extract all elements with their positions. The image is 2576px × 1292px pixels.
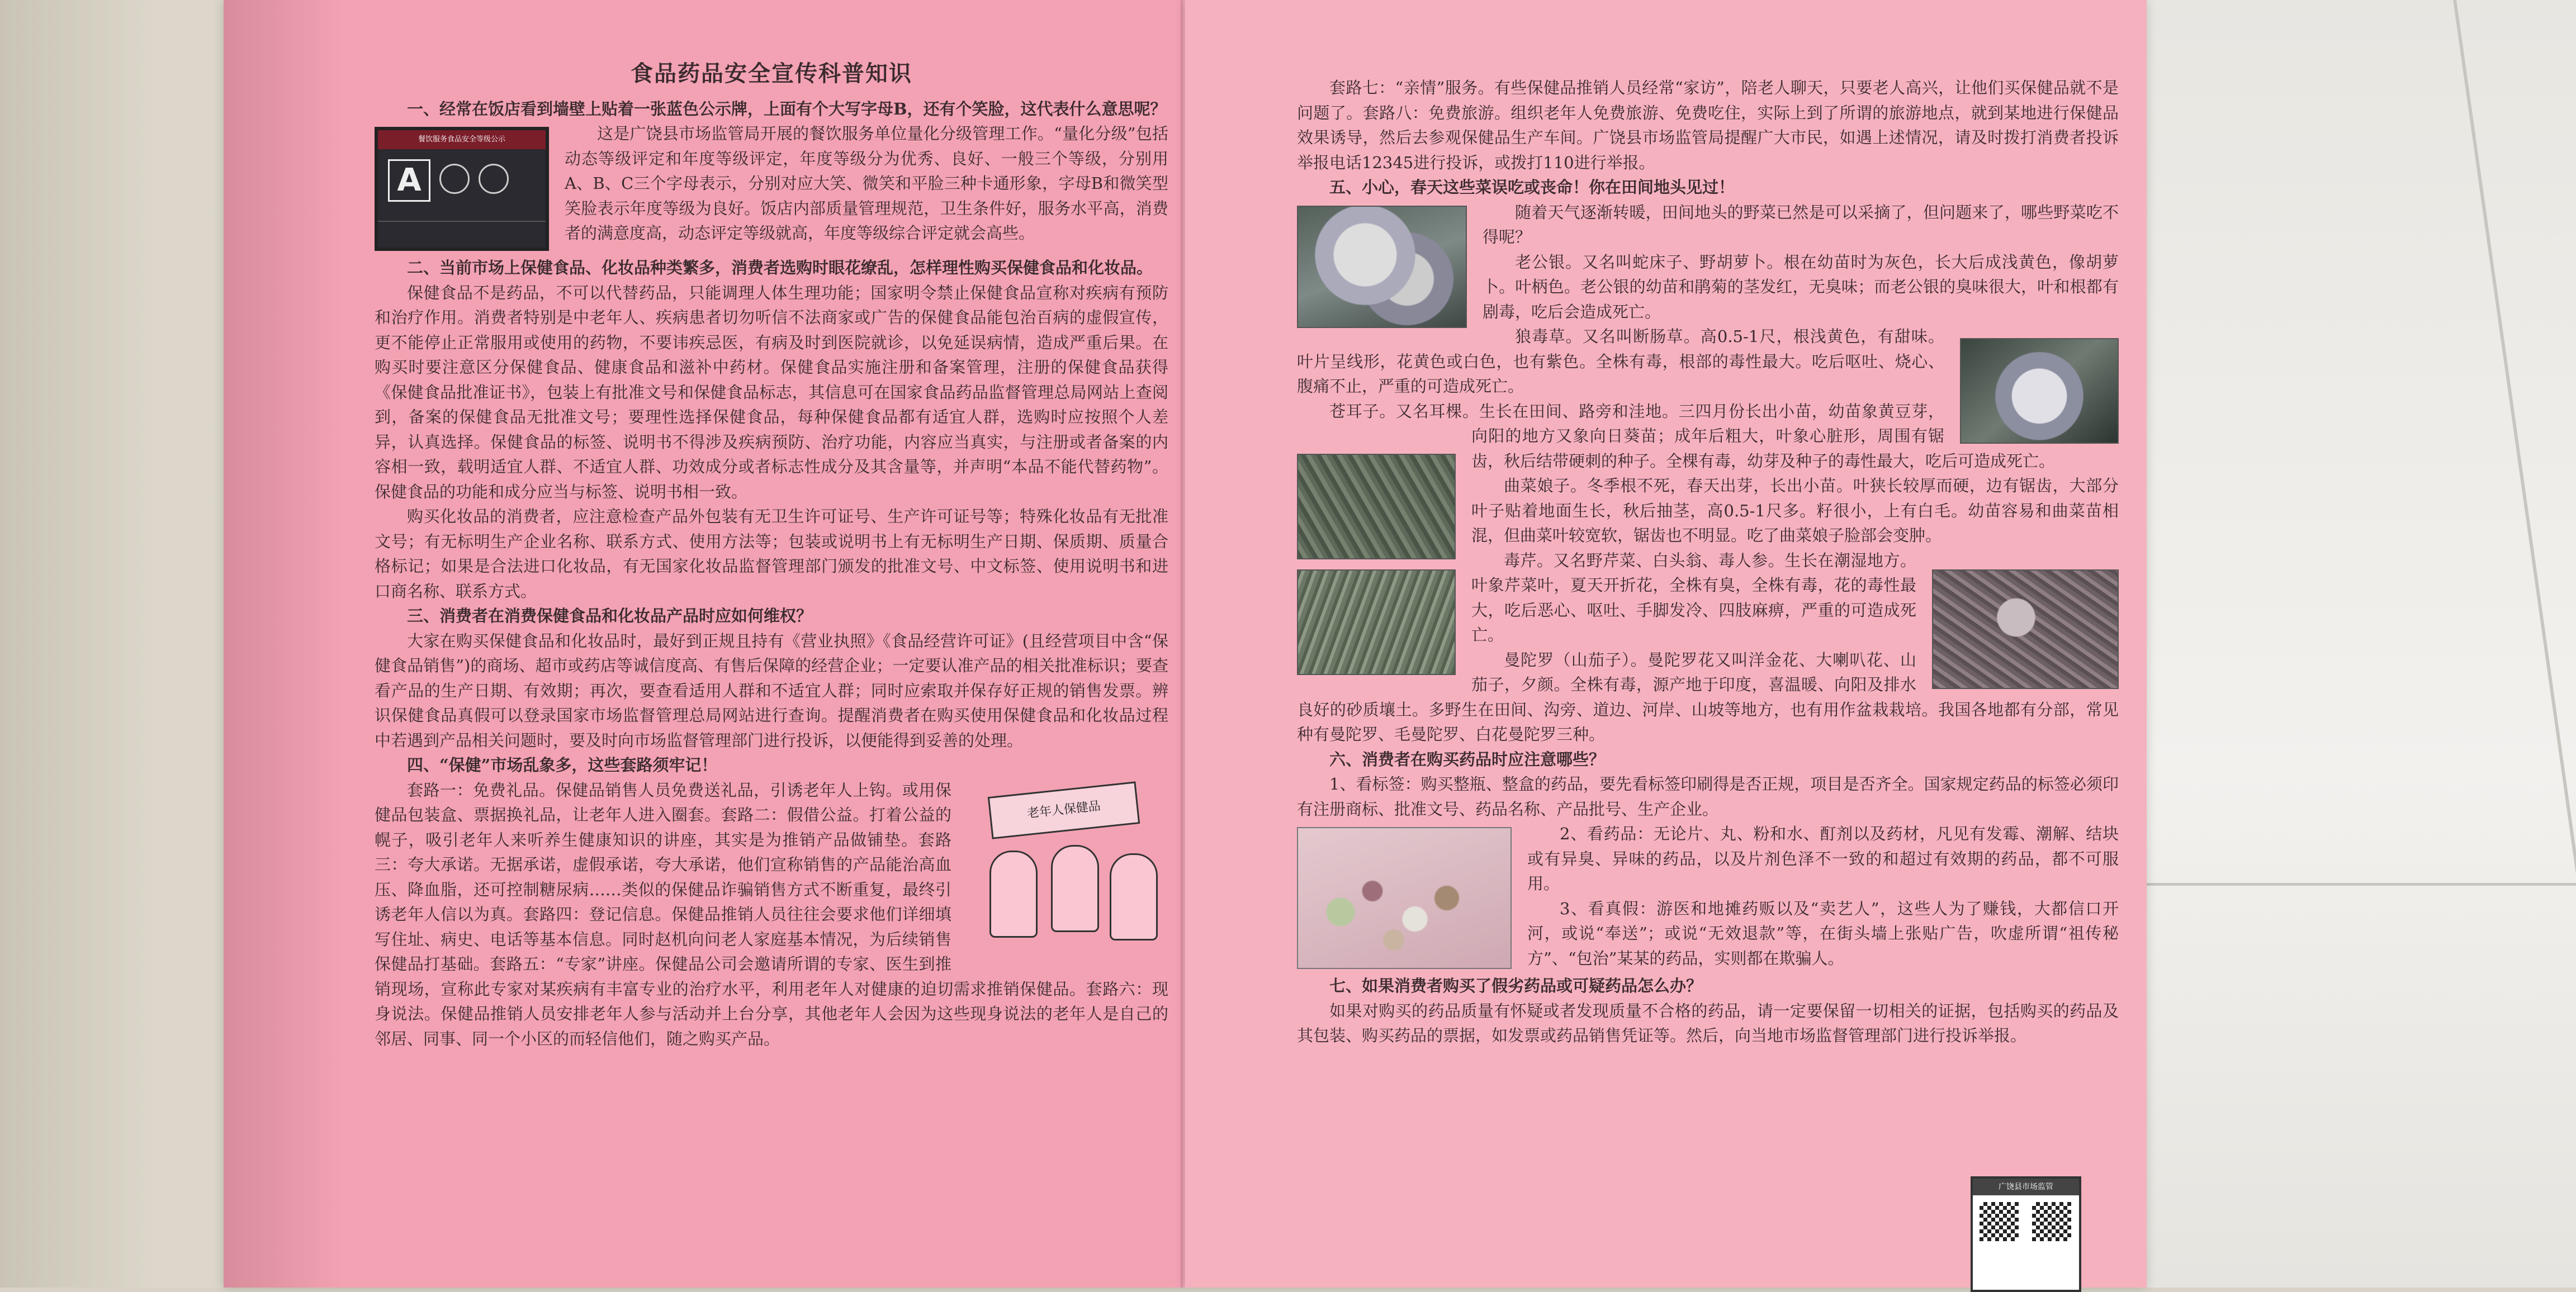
qr-panel-label: 广饶县市场监管 — [1973, 1179, 2079, 1195]
section-5-heading: 五、小心，春天这些菜误吃或丧命！你在田间地头见过！ — [1329, 178, 1735, 197]
section-3-heading: 三、消费者在消费保健食品和化妆品产品时应如何维权？ — [407, 606, 813, 625]
section-6-item-2: 2、看药品：无论片、丸、粉和水、酊剂以及药材，凡见有发霉、潮解、结块或有异臭、异味的药品，以及片剂色泽不一致的和超过有效期的药品，都不可服用。 — [1527, 824, 2119, 893]
wild-plant-photo — [1297, 569, 1456, 675]
section-2-heading: 二、当前市场上保健食品、化妆品种类繁多，消费者选购时眼花缭乱，怎样理性购买保健食品和化妆品。 — [407, 258, 1153, 277]
cartoon-figure — [1110, 853, 1158, 940]
section-4-heading: 四、“保健”市场乱象多，这些套路须牢记！ — [407, 756, 718, 775]
wild-plant-photo — [1297, 206, 1467, 328]
wild-plant-photo — [1960, 338, 2119, 444]
section-7-body: 如果对购买的药品质量有怀疑或者发现质量不合格的药品，请一定要保留一切相关的证据，包括购买的药品及其包装、购买药品的票据，如发票或药品销售凭证等。然后，向当地市场监督管理部门进行投诉举报。 — [1297, 1001, 2119, 1045]
plant-description-6: 曼陀罗（山茄子）。曼陀罗花又叫洋金花、大喇叭花、山茄子，夕颜。全株有毒，源产地于印度，喜温暖、向阳及排水良好的砂质壤土。多野生在田间、沟旁、道边、河岸、山坡等地方，也有用作盆栽栽培。我国各地都有分部，常见种有曼陀罗、毛曼陀罗、白花曼陀罗三种。 — [1297, 650, 2119, 744]
section-6-heading: 六、消费者在购买药品时应注意哪些？ — [1329, 749, 1606, 769]
plant-description-2: 狼毒草。又名叫断肠草。高0.5-1尺，根浅黄色，有甜味。叶片呈线形，花黄色或白色，也有紫色。全株有毒，根部的毒性最大。吃后呕吐、烧心、腹痛不止，严重的可造成死亡。 — [1297, 327, 1944, 396]
section-3-body: 大家在购买保健食品和化妆品时，最好到正规且持有《营业执照》《食品经营许可证》(且经营项目中含“保健食品销售”)的商场、超市或药店等诚信度高、有售后保障的经营企业；一定要认准产品的相关批准标识；要查看产品的生产日期、有效期；再次，要查看适用人群和不适宜人群；同时应索取并保存好正规的销售发票。辨识保健食品真假可以登录国家市场监督管理总局网站进行查询。提醒消费者在购买使用保健食品和化妆品过程中若遇到产品相关问题时，要及时向市场监督管理部门进行投诉，以便能得到妥善的处理。 — [375, 631, 1168, 750]
section-5-intro: 随着天气逐渐转暖，田间地头的野菜已然是可以采摘了，但问题来了，哪些野菜吃不得呢？ — [1483, 202, 2119, 246]
plant-description-5: 毒芹。又名野芹菜、白头翁、毒人参。生长在潮湿地方。叶象芹菜叶，夏天开折花，全株有臭，全株有毒，花的毒性最大，吃后恶心、呕吐、手脚发冷、四肢麻痹，严重的可造成死亡。 — [1471, 550, 1916, 644]
smiley-face-icon — [479, 164, 509, 194]
tiled-floor — [2141, 0, 2576, 1288]
left-column — [375, 61, 1168, 1051]
section-6-item-3: 3、看真假：游医和地摊药贩以及“卖艺人”，这些人为了赚钱，大都信口开河，或说“奉送”；或说“无效退款”等，在街头墙上张贴广告，吹虚所谓“祖传秘方”、“包治”某某的药品，实则都在欺骗人。 — [1527, 899, 2119, 968]
document-title: 食品药品安全宣传科普知识 — [631, 60, 912, 87]
right-page — [1185, 0, 2147, 1288]
notice-board-footer — [378, 221, 546, 242]
cartoon-figure — [1051, 845, 1099, 932]
section-7-heading: 七、如果消费者购买了假劣药品或可疑药品怎么办？ — [1329, 976, 1703, 995]
hygiene-grade-notice-board — [375, 127, 549, 251]
section-4-body: 套路一：免费礼品。保健品销售人员免费送礼品，引诱老年人上钩。或用保健品包装盒、票据换礼品，让老年人进入圈套。套路二：假借公益。打着公益的幌子，吸引老年人来听养生健康知识的讲座，其实是为推销产品做铺垫。套路三：夸大承诺。无据承诺，虚假承诺，夸大承诺，他们宣称销售的产品能治高血压、降血脂，还可控制糖尿病……类似的保健品诈骗销售方式不断重复，最终引诱老年人信以为真。套路四：登记信息。保健品推销人员往往会要求他们详细填写住址、病史、电话等基本信息。同时赵机向问老人家庭基本情况，为后续销售保健品打基础。套路五：“专家”讲座。保健品公司会邀请所谓的专家、医生到推销现场，宣称此专家对某疾病有丰富专业的治疗水平，利用老年人对健康的迫切需求推销保健品。套路六：现身说法。保健品推销人员安排老年人参与活动并上台分享，其他老年人会因为这些现身说法的老年人是自己的邻居、同事、同一个小区的而轻信他们，随之购买产品。 — [375, 780, 1168, 1048]
section-6-item-1: 1、看标签：购买整瓶、整盒的药品，要先看标签印刷得是否正规，项目是否齐全。国家规定药品的标签必须印有注册商标、批准文号、药品名称、产品批号、生产企业。 — [1297, 775, 2119, 819]
cartoon-figure — [989, 851, 1038, 938]
section-1-heading: 一、经常在饭店看到墙壁上贴着一张蓝色公示牌，上面有个大写字母B，还有个笑脸，这代表什么意思呢？ — [407, 99, 1167, 118]
wild-plant-photo — [1297, 454, 1456, 559]
right-column — [1297, 75, 2119, 1048]
smiley-face-icon — [439, 164, 470, 194]
plant-description-1: 老公银。又名叫蛇床子、野胡萝卜。根在幼苗时为灰色，长大后成浅黄色，像胡萝卜。叶柄色。老公银的幼苗和鹃菊的茎发红，无臭味；而老公银的臭味很大，叶和根都有剧毒，吃后会造成死亡。 — [1483, 252, 2119, 321]
medicine-pills-photo — [1297, 827, 1512, 969]
section-2-paragraph-2: 购买化妆品的消费者，应注意检查产品外包装有无卫生许可证号、生产许可证号等；特殊化妆品有无批准文号；有无标明生产企业名称、联系方式、使用方法等；包装或说明书上有无标明生产日期、保质期、质量合格标记；如果是合法进口化妆品，有无国家化妆品监督管理部门颁发的批准文号、中文标签、使用说明书和进口商名称、联系方式。 — [375, 507, 1168, 601]
cartoon-sign: 老年人保健品 — [988, 781, 1140, 839]
qr-code-icon — [2032, 1202, 2071, 1241]
wild-plant-photo — [1932, 569, 2119, 689]
section-4-continued: 套路七：“亲情”服务。有些保健品推销人员经常“家访”，陪老人聊天，只要老人高兴，让他们买保健品就不是问题了。套路八：免费旅游。组织老年人免费旅游、免费吃住，实际上到了所谓的旅游地点，就到某地进行保健品效果诱导，然后去参观保健品生产车间。广饶县市场监管局提醒广大市民，如遇上述情况，请及时拨打消费者投诉举报电话12345进行投诉，或拨打110进行举报。 — [1297, 78, 2119, 172]
left-page — [224, 0, 1185, 1288]
section-2-paragraph-1: 保健食品不是药品，不可以代替药品，只能调理人体生理功能；国家明令禁止保健食品宣称对疾病有预防和治疗作用。消费者特别是中老年人、疾病患者切勿听信不法商家或广告的保健食品能包治百病的虚假宣传，更不能停止正常服用或使用的药物，不要讳疾忌医，有病及时到医院就诊，以免延误病情，造成严重后果。在购买时要注意区分保健食品、健康食品和滋补中药材。保健食品实施注册和备案管理，注册的保健食品获得《保健食品批准证书》，包装上有批准文号和保健食品标志，其信息可在国家食品药品监督管理总局网站上查阅到，备案的保健食品无批准文号；要理性选择保健食品，每种保健食品都有适宜人群，选购时应按照个人差异，认真选择。保健食品的标签、说明书不得涉及疾病预防、治疗功能，内容应当真实，与注册或者备案的内容相一致，载明适宜人群、不适宜人群、功效成分或者标志性成分及其含量等，并声明“本品不能代替药物”。保健食品的功能和成分应当与标签、说明书相一致。 — [375, 283, 1168, 501]
notice-board-title: 餐饮服务食品安全等级公示 — [378, 130, 546, 149]
plant-description-3: 苍耳子。又名耳棵。生长在田间、路旁和洼地。三四月份长出小苗，幼苗象黄豆芽，向阳的地方又象向日葵苗；成年后粗大，叶象心脏形，周围有锯齿，秋后结带硬刺的种子。全棵有毒，幼芽及种子的毒性最大，吃后可造成死亡。 — [1329, 401, 2056, 471]
section-1-body: 这是广饶县市场监管局开展的餐饮服务单位量化分级管理工作。“量化分级”包括动态等级评定和年度等级评定，年度等级分为优秀、良好、一般三个等级，分别用A、B、C三个字母表示，分别对应大笑、微笑和平脸三种卡通形象，字母B和微笑型笑脸表示年度等级为良好。饭店内部质量管理规范，卫生条件好，服务水平高，消费者的满意度高，动态评定等级就高，年度等级综合评定就会高些。 — [565, 124, 1168, 243]
cartoon-illustration — [967, 783, 1168, 951]
qr-code-panel — [1971, 1176, 2081, 1292]
page-shadow — [224, 0, 347, 1288]
qr-code-icon — [1980, 1202, 2019, 1241]
grade-letter: A — [388, 159, 430, 202]
smiley-faces — [439, 164, 518, 205]
plant-description-4: 曲菜娘子。冬季根不死，春天出芽，长出小苗。叶狭长较厚而硬，边有锯齿，大部分叶子贴着地面生长，秋后抽茎，高0.5-1尺多。籽很小，上有白毛。幼苗容易和曲菜苗相混，但曲菜叶较宽软，锯齿也不明显。吃了曲菜娘子脸部会变肿。 — [1471, 476, 2119, 545]
